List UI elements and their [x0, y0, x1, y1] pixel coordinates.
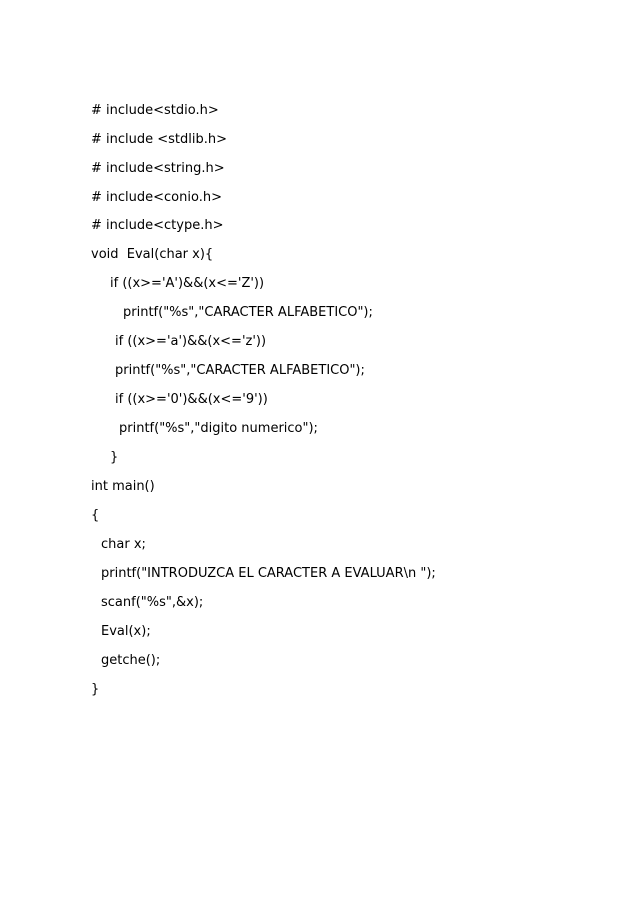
- code-line-include-stdio: # include<stdio.h>: [91, 103, 219, 118]
- code-line-scanf: scanf("%s",&x);: [101, 595, 204, 610]
- code-line-include-string: # include<string.h>: [91, 161, 225, 176]
- code-line-printf-uppercase: printf("%s","CARACTER ALFABETICO");: [123, 305, 373, 320]
- code-line-printf-lowercase: printf("%s","CARACTER ALFABETICO");: [115, 363, 365, 378]
- code-line-include-ctype: # include<ctype.h>: [91, 218, 224, 233]
- code-line-printf-digit: printf("%s","digito numerico");: [119, 421, 318, 436]
- code-line-if-digit: if ((x>='0')&&(x<='9')): [115, 392, 268, 407]
- code-line-include-conio: # include<conio.h>: [91, 190, 222, 205]
- code-line-eval-call: Eval(x);: [101, 624, 151, 639]
- code-line-if-uppercase: if ((x>='A')&&(x<='Z')): [110, 276, 265, 291]
- code-line-main-signature: int main(): [91, 479, 155, 494]
- code-line-eval-close-brace: }: [110, 450, 119, 465]
- code-line-char-declaration: char x;: [101, 537, 146, 552]
- code-line-eval-signature: void Eval(char x){: [91, 247, 214, 262]
- code-line-if-lowercase: if ((x>='a')&&(x<='z')): [115, 334, 267, 349]
- code-line-main-open-brace: {: [91, 508, 100, 523]
- code-line-include-stdlib: # include <stdlib.h>: [91, 132, 228, 147]
- code-line-getche: getche();: [101, 653, 161, 668]
- code-line-printf-prompt: printf("INTRODUZCA EL CARACTER A EVALUAR\n ");: [101, 566, 436, 581]
- code-line-main-close-brace: }: [91, 682, 100, 697]
